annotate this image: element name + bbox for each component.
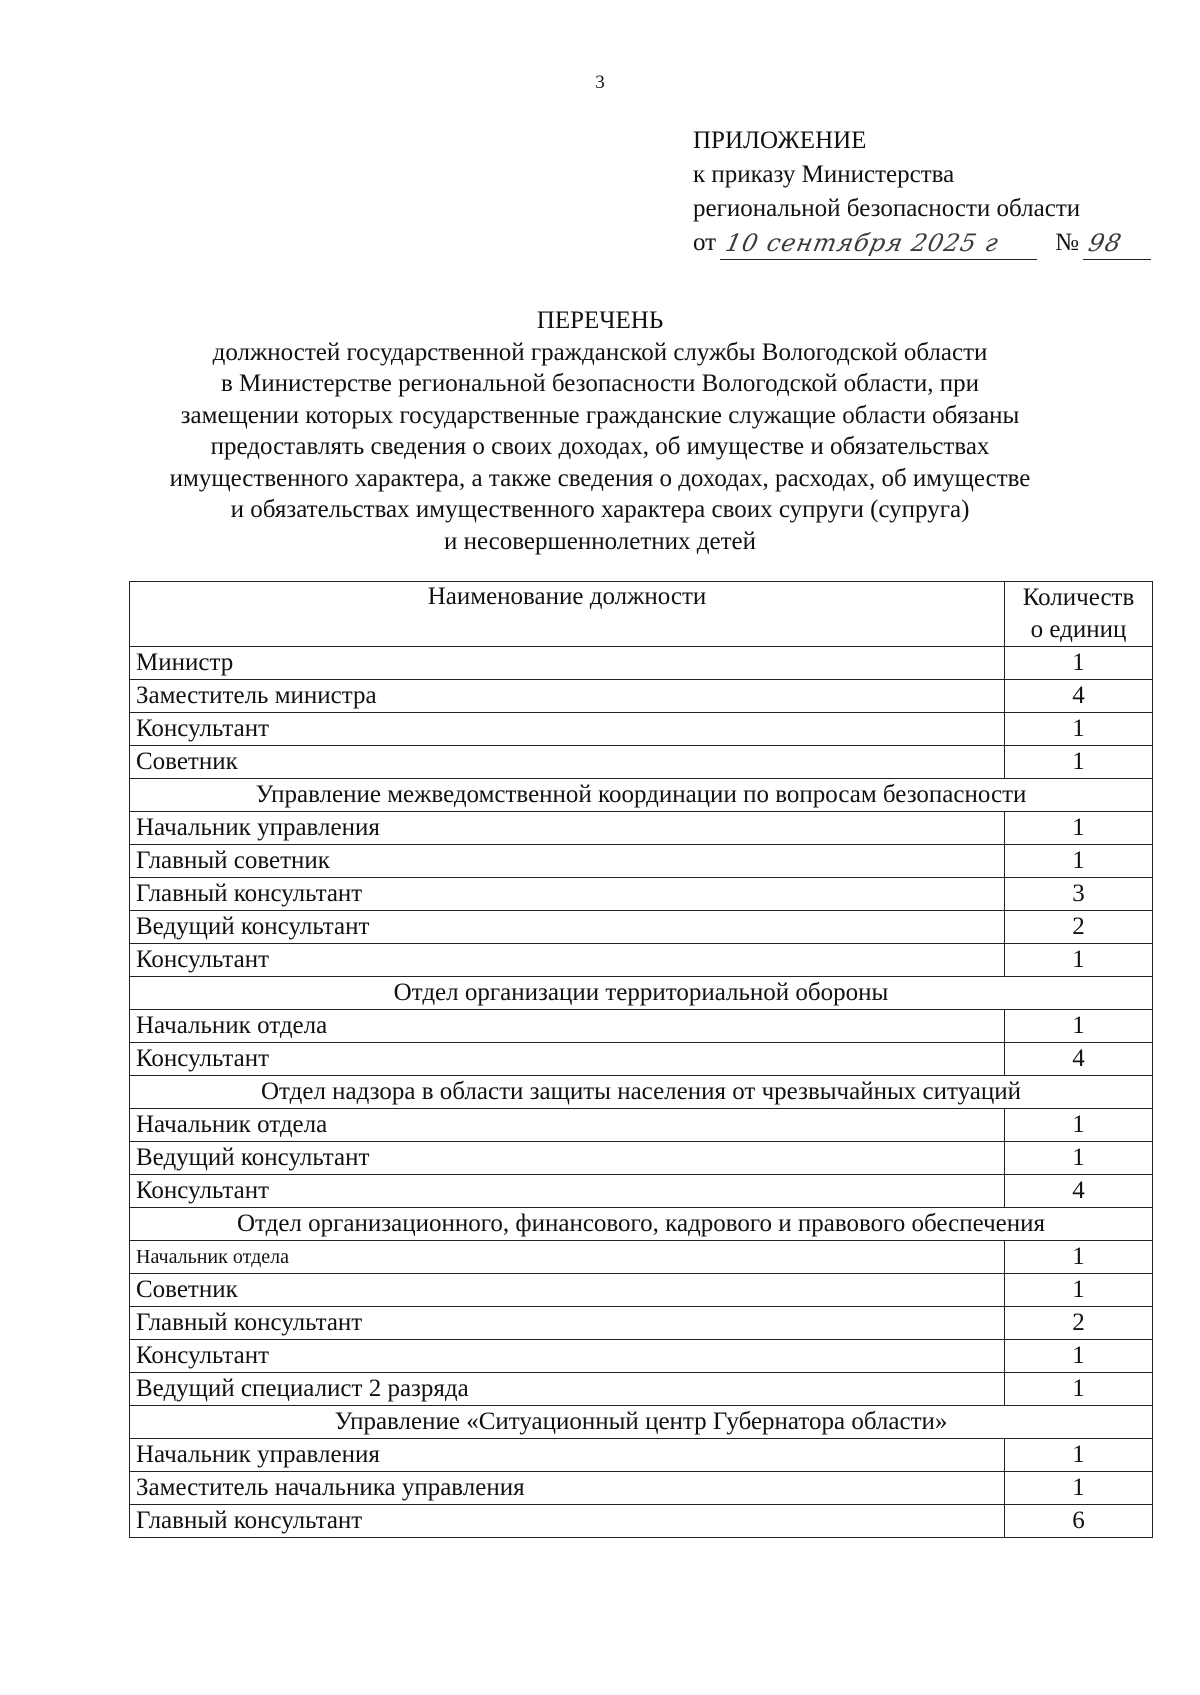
position-name: Консультант (130, 1043, 1005, 1076)
unit-count: 1 (1005, 845, 1153, 878)
position-name: Консультант (130, 944, 1005, 977)
table-row (130, 1274, 1153, 1307)
header-unit-count (1005, 582, 1153, 647)
section-title: Управление межведомственной координации по вопросам безопасности (130, 779, 1153, 812)
section-row (130, 779, 1153, 812)
unit-count: 1 (1005, 1142, 1153, 1175)
title-line: предоставлять сведения о своих доходах, об имуществе и обязательствах (210, 433, 990, 460)
unit-count: 4 (1005, 680, 1153, 713)
title-line: замещении которых государственные гражданские служащие области обязаны (180, 401, 1020, 429)
section-row (130, 977, 1153, 1010)
table-row (130, 1439, 1153, 1472)
position-name: Консультант (130, 1175, 1005, 1208)
unit-count: 1 (1005, 1010, 1153, 1043)
order-reference (693, 226, 1163, 260)
position-name: Советник (130, 1274, 1005, 1307)
unit-count: 4 (1005, 1175, 1153, 1208)
position-name: Министр (130, 647, 1005, 680)
table-row (130, 812, 1153, 845)
position-name: Начальник отдела (130, 1010, 1005, 1043)
table-row (130, 746, 1153, 779)
table-row (130, 1373, 1153, 1406)
positions-table (129, 581, 1153, 1538)
table-row (130, 1307, 1153, 1340)
unit-count: 1 (1005, 812, 1153, 845)
table-row (130, 1142, 1153, 1175)
table-row (130, 1010, 1153, 1043)
section-title: Управление «Ситуационный центр Губернатора области» (130, 1406, 1153, 1439)
table-row (130, 647, 1153, 680)
header-count-line-1: Количеств (1022, 584, 1135, 611)
position-name: Начальник отдела (130, 1241, 1005, 1274)
table-row (130, 1340, 1153, 1373)
from-label: от (693, 229, 717, 256)
position-name: Советник (130, 746, 1005, 779)
appendix-title: ПРИЛОЖЕНИЕ (693, 127, 867, 154)
unit-count: 1 (1005, 944, 1153, 977)
appendix-line-1: к приказу Министерства (693, 161, 955, 188)
title-description (0, 337, 1200, 558)
section-row (130, 1406, 1153, 1439)
position-name: Главный консультант (130, 878, 1005, 911)
title-line: имущественного характера, а также сведения о доходах, расходах, об имуществе (169, 464, 1031, 492)
table-row (130, 1109, 1153, 1142)
unit-count: 1 (1005, 1373, 1153, 1406)
position-name: Главный консультант (130, 1505, 1005, 1538)
table-row (130, 713, 1153, 746)
title-line: в Министерстве региональной безопасности Вологодской области, при (221, 370, 979, 397)
title-line: и обязательствах имущественного характера своих супруги (супруга) (230, 496, 970, 523)
table-header-row (130, 582, 1153, 647)
title-heading: ПЕРЕЧЕНЬ (536, 307, 664, 334)
appendix-block (693, 124, 1163, 260)
position-name: Заместитель начальника управления (130, 1472, 1005, 1505)
table-row (130, 1175, 1153, 1208)
unit-count: 1 (1005, 1340, 1153, 1373)
position-name: Заместитель министра (130, 680, 1005, 713)
unit-count: 2 (1005, 911, 1153, 944)
position-name: Ведущий специалист 2 разряда (130, 1373, 1005, 1406)
table-row (130, 944, 1153, 977)
handwritten-number: 98 (1085, 229, 1125, 257)
unit-count: 1 (1005, 713, 1153, 746)
unit-count: 1 (1005, 1241, 1153, 1274)
number-field (1083, 229, 1151, 260)
table-row (130, 1241, 1153, 1274)
appendix-line-2: региональной безопасности области (693, 195, 1081, 222)
number-label: № (1055, 229, 1079, 256)
page-number: 3 (595, 72, 605, 93)
table-row (130, 680, 1153, 713)
position-name: Ведущий консультант (130, 1142, 1005, 1175)
unit-count: 1 (1005, 746, 1153, 779)
unit-count: 1 (1005, 1439, 1153, 1472)
unit-count: 1 (1005, 1109, 1153, 1142)
section-title: Отдел организационного, финансового, кадрового и правового обеспечения (130, 1208, 1153, 1241)
unit-count: 1 (1005, 647, 1153, 680)
title-line: и несовершеннолетних детей (443, 527, 757, 555)
position-name: Начальник управления (130, 812, 1005, 845)
position-name: Консультант (130, 713, 1005, 746)
unit-count: 4 (1005, 1043, 1153, 1076)
position-name: Начальник управления (130, 1439, 1005, 1472)
table-row (130, 878, 1153, 911)
unit-count: 2 (1005, 1307, 1153, 1340)
table-row (130, 1472, 1153, 1505)
section-row (130, 1208, 1153, 1241)
unit-count: 1 (1005, 1472, 1153, 1505)
table-row (130, 1043, 1153, 1076)
table-row (130, 1505, 1153, 1538)
document-title (0, 305, 1200, 557)
section-title: Отдел надзора в области защиты населения от чрезвычайных ситуаций (130, 1076, 1153, 1109)
position-name: Главный советник (130, 845, 1005, 878)
header-position-name: Наименование должности (130, 582, 1005, 647)
title-line: должностей государственной гражданской службы Вологодской области (212, 338, 988, 366)
position-name: Ведущий консультант (130, 911, 1005, 944)
section-row (130, 1076, 1153, 1109)
unit-count: 3 (1005, 878, 1153, 911)
section-title: Отдел организации территориальной обороны (130, 977, 1153, 1010)
position-name: Начальник отдела (130, 1109, 1005, 1142)
handwritten-date: 10 сентября 2025 г (723, 229, 1002, 257)
table-row (130, 845, 1153, 878)
table-row (130, 911, 1153, 944)
position-name: Консультант (130, 1340, 1005, 1373)
position-name: Главный консультант (130, 1307, 1005, 1340)
header-count-line-2: о единиц (1030, 616, 1127, 643)
date-field (720, 229, 1037, 260)
unit-count: 1 (1005, 1274, 1153, 1307)
unit-count: 6 (1005, 1505, 1153, 1538)
